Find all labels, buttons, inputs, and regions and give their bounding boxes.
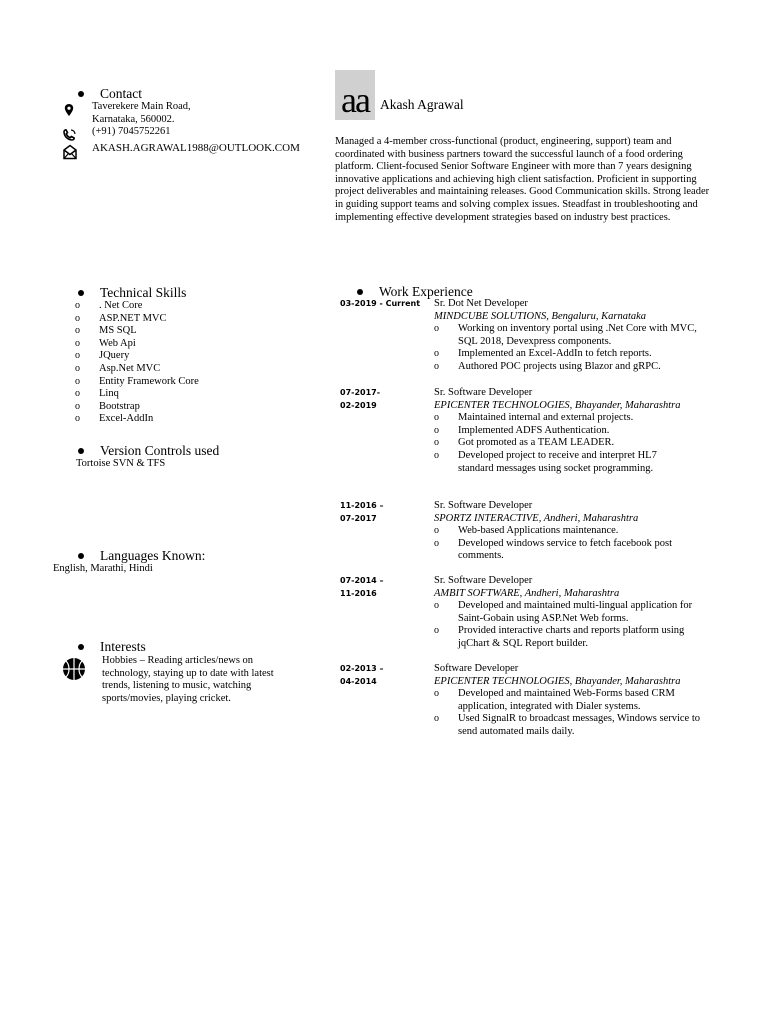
list-item: o Web Api	[75, 338, 199, 351]
job-date: 11-2016 – 07-2017	[340, 501, 384, 523]
job-points	[434, 323, 714, 373]
list-item: o Developed windows service to fetch facebook post comments.	[434, 538, 709, 563]
list-item: o Developed and maintained Web-Forms based CRM application, integrated with Dialer systems.	[434, 688, 709, 713]
list-item: o Web-based Applications maintenance.	[434, 525, 709, 538]
job-role: Software Developer	[434, 663, 519, 674]
job-role: Sr. Dot Net Developer	[434, 298, 528, 309]
job-role: Sr. Software Developer	[434, 387, 533, 398]
contact-email[interactable]: AKASH.AGRAWAL1988@OUTLOOK.COM	[92, 142, 300, 154]
list-item: o Used SignalR to broadcast messages, Windows service to send automated mails daily.	[434, 713, 709, 738]
basketball-icon	[62, 657, 86, 681]
skills-list	[75, 300, 199, 426]
location-pin-icon	[62, 103, 76, 117]
bullet-icon	[78, 553, 84, 559]
job-entry	[434, 663, 709, 739]
list-item: o ASP.NET MVC	[75, 313, 199, 326]
job-company: EPICENTER TECHNOLOGIES, Bhayander, Maharashtra	[434, 675, 681, 687]
list-item: o Provided interactive charts and reports platform using jqChart & SQL Report builder.	[434, 625, 709, 650]
job-points	[434, 600, 709, 650]
job-date: 03-2019 - Current	[340, 299, 421, 308]
job-company: EPICENTER TECHNOLOGIES, Bhayander, Maharashtra	[434, 399, 681, 411]
list-item: o Asp.Net MVC	[75, 363, 199, 376]
job-points	[434, 525, 709, 563]
job-entry	[434, 575, 709, 651]
version-controls-text: Tortoise SVN & TFS	[76, 458, 166, 469]
list-item: o Authored POC projects using Blazor and gRPC.	[434, 361, 714, 374]
interests-heading: Interests	[78, 639, 146, 655]
list-item: o JQuery	[75, 350, 199, 363]
bullet-icon	[78, 448, 84, 454]
monogram-logo: aa	[335, 70, 375, 120]
job-date: 07-2014 – 11-2016	[340, 576, 384, 598]
job-date: 02-2013 – 04-2014	[340, 664, 384, 686]
list-item: o . Net Core	[75, 300, 199, 313]
list-item: o Developed and maintained multi-lingual application for Saint-Gobain using ASP.Net Web forms.	[434, 600, 709, 625]
contact-address	[92, 101, 191, 126]
list-item: o Implemented an Excel-AddIn to fetch reports.	[434, 348, 714, 361]
list-item: o Implemented ADFS Authentication.	[434, 425, 684, 438]
job-entry	[434, 298, 714, 374]
bullet-icon	[78, 290, 84, 296]
list-item: o MS SQL	[75, 325, 199, 338]
email-icon	[62, 144, 78, 160]
bullet-icon	[357, 289, 363, 295]
work-experience-heading: Work Experience	[357, 284, 473, 300]
profile-summary: Managed a 4-member cross-functional (product, engineering, support) team and coordinated with business partners toward the successful launch of a food ordering platform. Client-focused Senior Software Engineer with more than 7 years designing innovative applications and achieving high client satisfaction. Proficient in supporting project deliverables and maintaining releases. Good Communication skills. Strong leader in guiding support teams and solving complex issues. Steadfast in troubleshooting and implementing effective development strategies based on industry best practices.	[335, 136, 710, 223]
version-controls-heading: Version Controls used	[78, 443, 219, 459]
job-entry	[434, 500, 709, 563]
contact-phone: (+91) 7045752261	[92, 126, 171, 137]
list-item: o Maintained internal and external projects.	[434, 412, 684, 425]
job-role: Sr. Software Developer	[434, 500, 533, 511]
list-item: o Working on inventory portal using .Net Core with MVC, SQL 2018, Devexpress components.	[434, 323, 714, 348]
bullet-icon	[78, 644, 84, 650]
phone-icon	[62, 128, 77, 142]
bullet-icon	[78, 91, 84, 97]
job-company: SPORTZ INTERACTIVE, Andheri, Maharashtra	[434, 512, 639, 524]
list-item: o Entity Framework Core	[75, 376, 199, 389]
candidate-name: Akash Agrawal	[380, 97, 464, 112]
list-item: o Got promoted as a TEAM LEADER.	[434, 437, 684, 450]
job-points	[434, 412, 684, 475]
list-item: o Linq	[75, 388, 199, 401]
address-line-2: Karnataka, 560002.	[92, 113, 175, 125]
list-item: o Bootstrap	[75, 401, 199, 414]
technical-skills-heading: Technical Skills	[78, 285, 186, 301]
contact-heading: Contact	[78, 86, 142, 102]
job-company: AMBIT SOFTWARE, Andheri, Maharashtra	[434, 587, 620, 599]
job-company: MINDCUBE SOLUTIONS, Bengaluru, Karnataka	[434, 310, 647, 322]
list-item: o Developed project to receive and interpret HL7 standard messages using socket programming.	[434, 450, 684, 475]
job-points	[434, 688, 709, 738]
languages-text: English, Marathi, Hindi	[53, 563, 153, 574]
job-role: Sr. Software Developer	[434, 575, 533, 586]
job-entry	[434, 387, 684, 475]
interests-text: Hobbies – Reading articles/news on technology, staying up to date with latest trends, listening to music, watching sports/movies, playing cricket.	[102, 655, 274, 704]
list-item: o Excel-AddIn	[75, 413, 199, 426]
languages-heading: Languages Known:	[78, 548, 205, 564]
job-date: 07-2017- 02-2019	[340, 388, 381, 410]
address-line-1: Taverekere Main Road,	[92, 101, 191, 112]
